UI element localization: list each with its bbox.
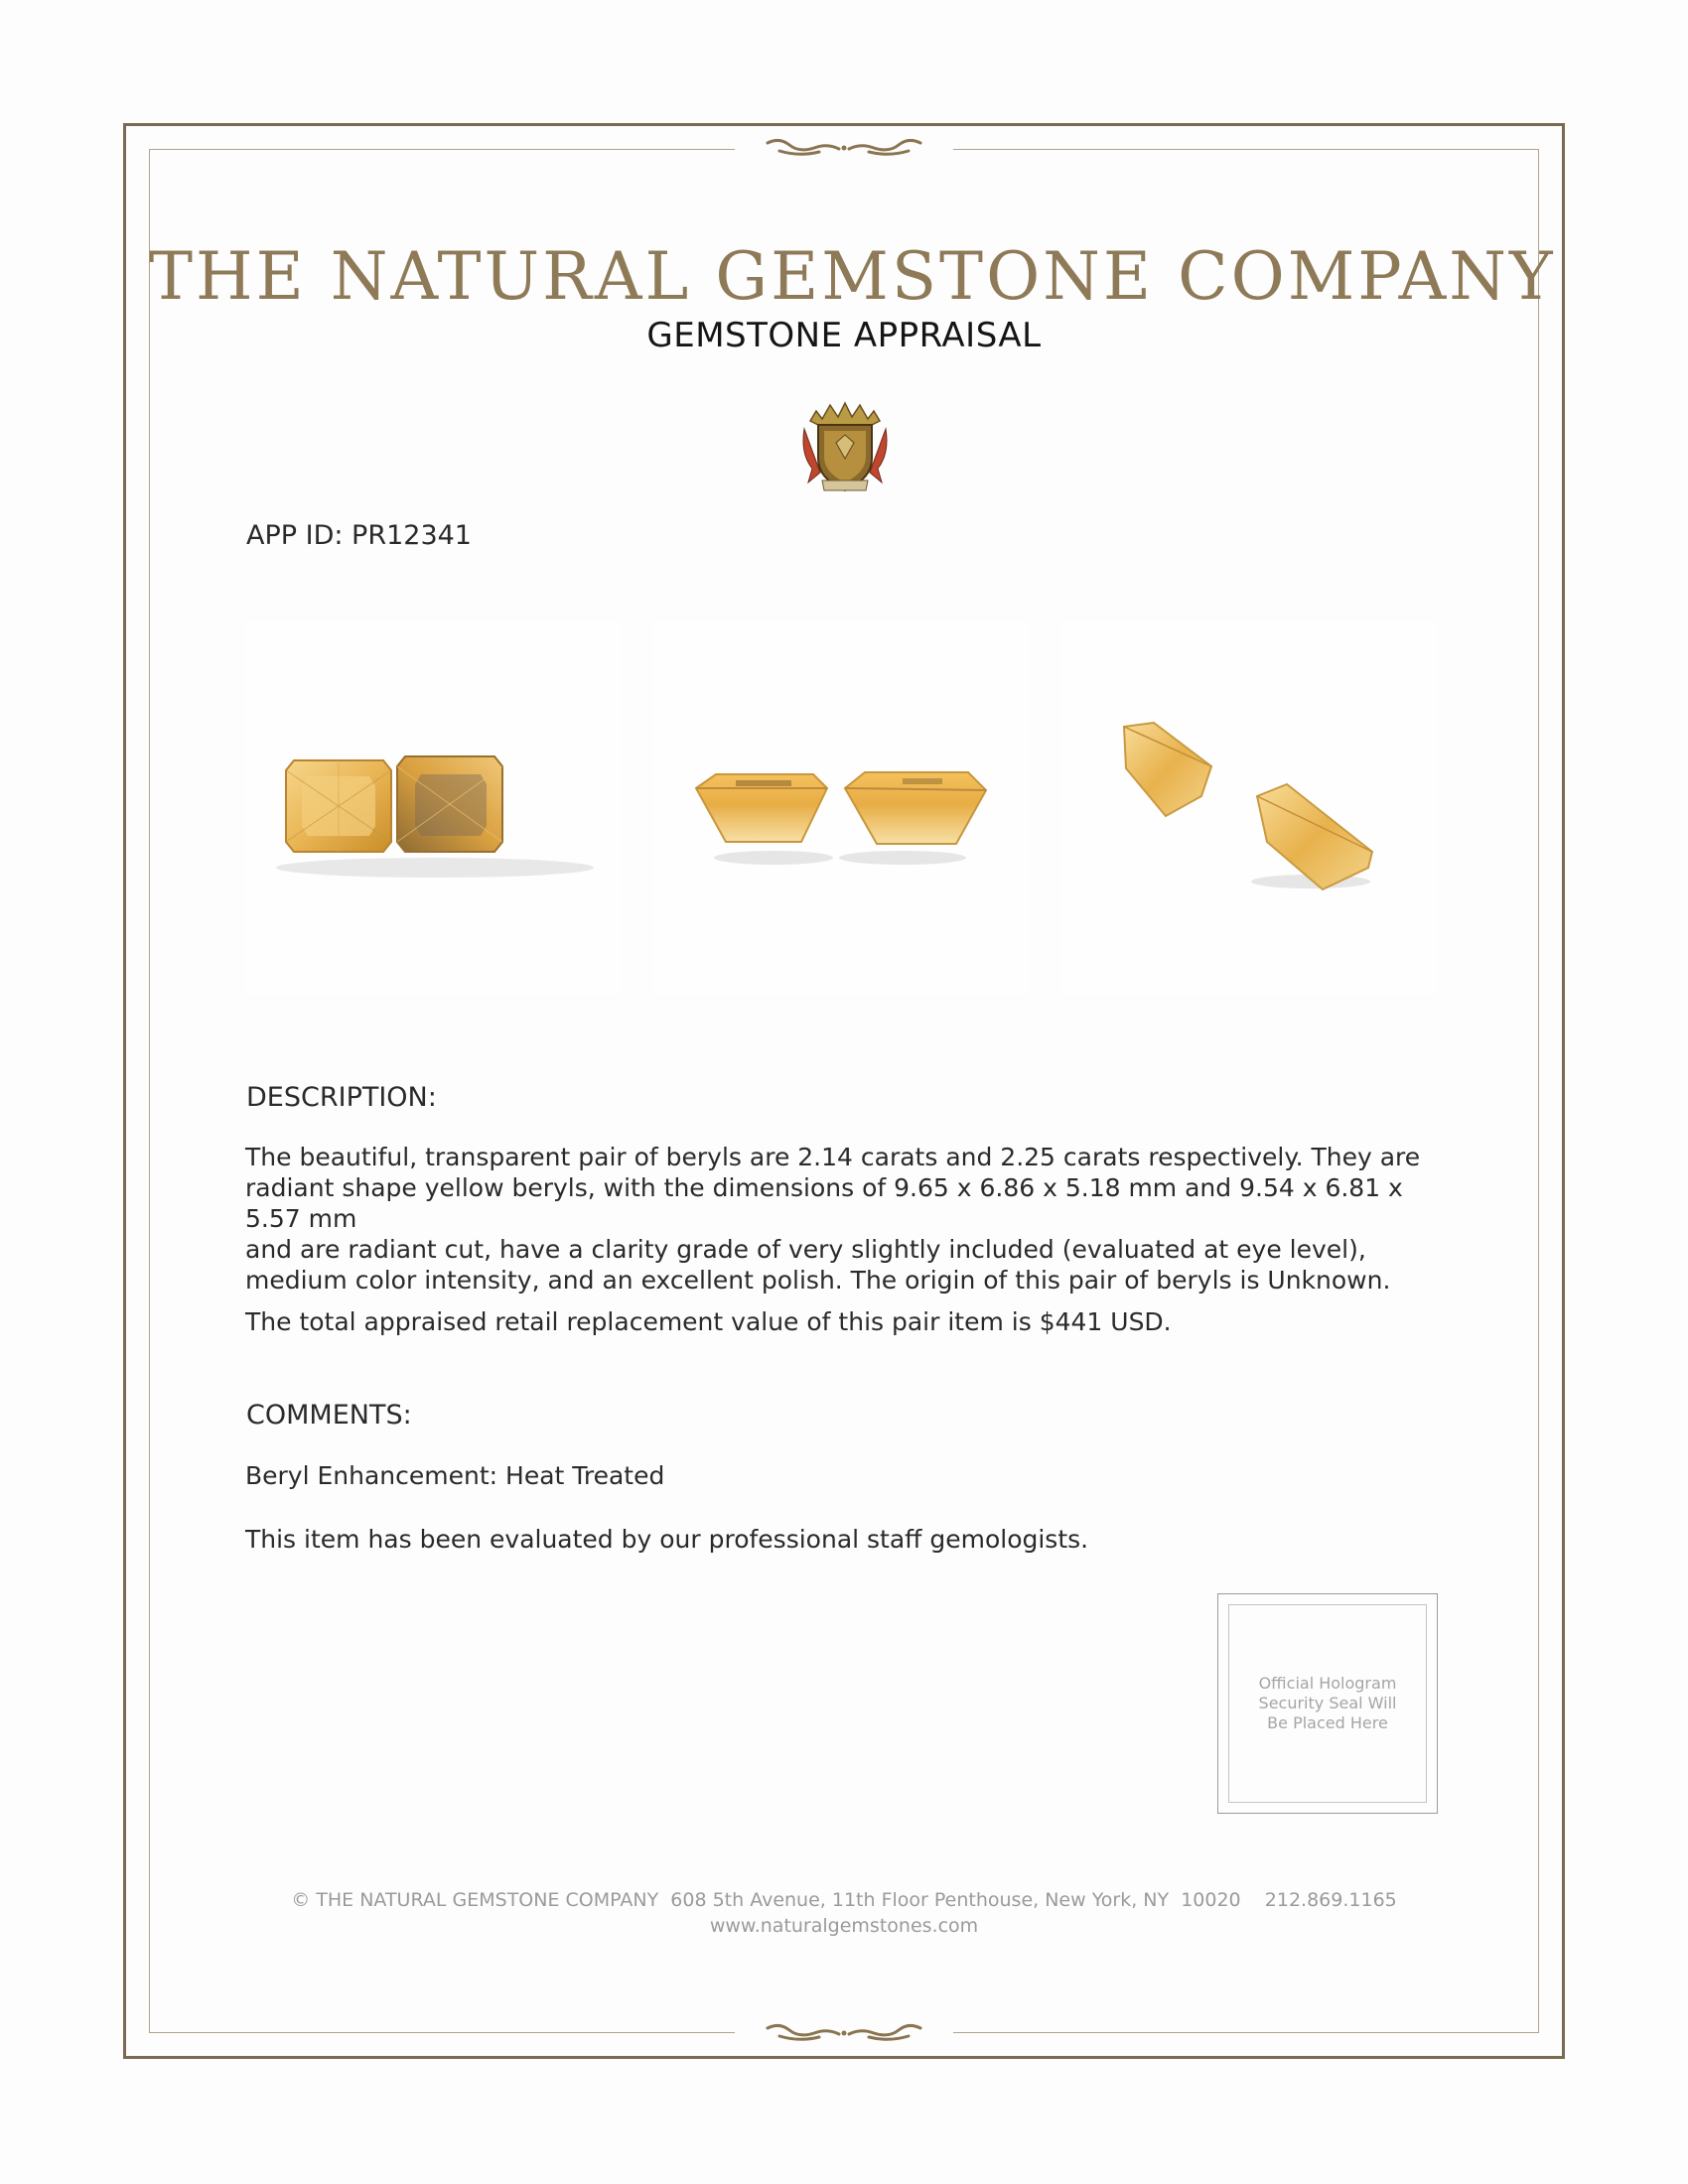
description-line: The beautiful, transparent pair of beryls are 2.14 carats and 2.25 carats respectively. They are — [245, 1143, 1421, 1171]
gem-photo-angled[interactable] — [1062, 621, 1438, 995]
description-text — [245, 1142, 1457, 1296]
description-line: medium color intensity, and an excellent polish. The origin of this pair of beryls is Unknown. — [245, 1266, 1391, 1295]
appraised-value: The total appraised retail replacement value of this pair item is $441 USD. — [245, 1307, 1172, 1336]
footer-website[interactable]: www.naturalgemstones.com — [709, 1915, 979, 1937]
enhancement-note: Beryl Enhancement: Heat Treated — [245, 1461, 665, 1490]
evaluation-note: This item has been evaluated by our professional staff gemologists. — [245, 1525, 1089, 1554]
company-crest-icon — [800, 399, 890, 498]
beryl-pair-top-view-icon — [246, 621, 622, 995]
seal-text: Official Hologram Security Seal Will Be Placed Here — [1258, 1674, 1397, 1732]
description-line: radiant shape yellow beryls, with the dimensions of 9.65 x 6.86 x 5.18 mm and 9.54 x 6.81 x 5.57 mm — [245, 1173, 1403, 1233]
gem-photo-top[interactable] — [246, 621, 622, 995]
footer-address: © THE NATURAL GEMSTONE COMPANY 608 5th Avenue, 11th Floor Penthouse, New York, NY 10020 212.869.1165 — [291, 1889, 1397, 1911]
description-line: and are radiant cut, have a clarity grade of very slightly included (evaluated at eye level), — [245, 1235, 1366, 1264]
description-heading: DESCRIPTION: — [246, 1082, 437, 1113]
gem-photo-gallery — [246, 621, 1438, 995]
scroll-ornament-icon — [735, 2016, 953, 2050]
scroll-ornament-icon — [735, 131, 953, 165]
hologram-seal-placeholder — [1217, 1593, 1438, 1814]
app-id: APP ID: PR12341 — [246, 520, 472, 551]
company-name: THE NATURAL GEMSTONE COMPANY — [149, 238, 1556, 315]
gem-photo-side[interactable] — [654, 621, 1030, 995]
beryl-pair-angled-view-icon — [1062, 621, 1438, 995]
document-title: GEMSTONE APPRAISAL — [646, 316, 1042, 355]
beryl-pair-side-view-icon — [654, 621, 1030, 995]
comments-heading: COMMENTS: — [246, 1400, 412, 1431]
